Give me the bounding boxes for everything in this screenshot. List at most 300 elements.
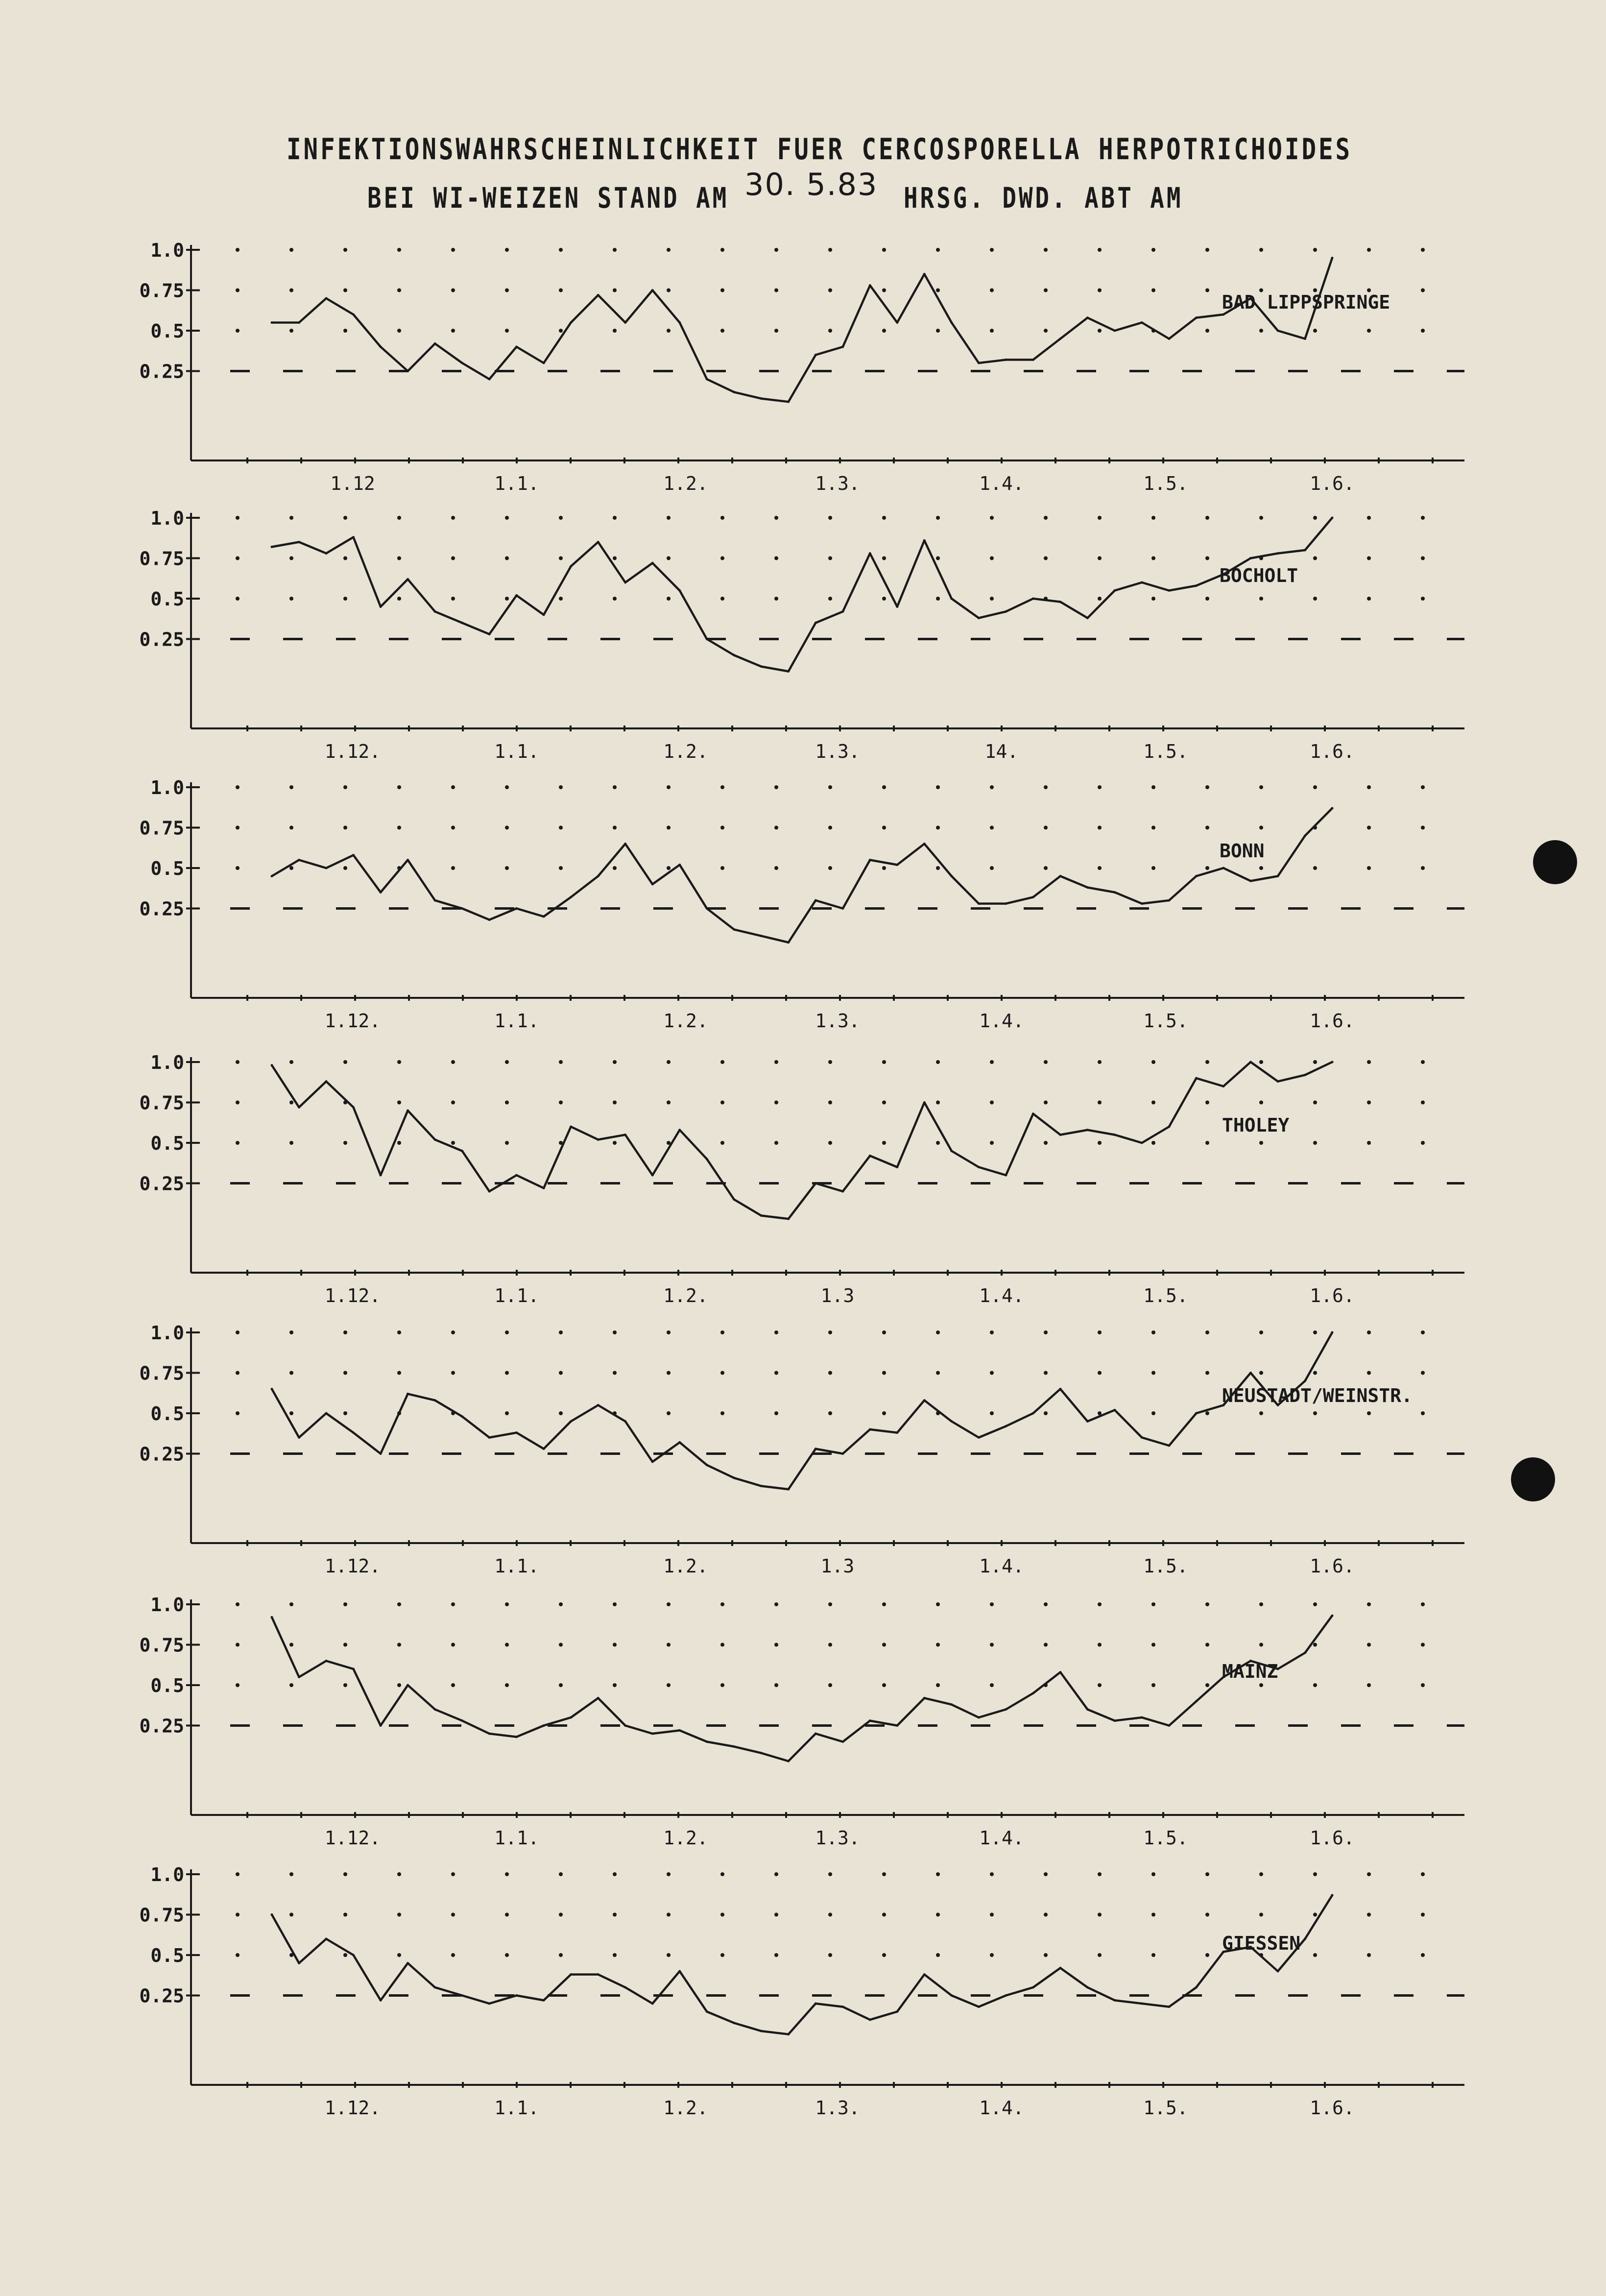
grid-dot <box>828 516 832 520</box>
data-point <box>815 354 817 356</box>
grid-dot <box>1151 1330 1155 1334</box>
grid-dot <box>613 329 617 333</box>
grid-dot <box>1313 1913 1317 1917</box>
data-point <box>1222 867 1224 870</box>
grid-dot <box>936 1643 940 1647</box>
grid-dot <box>613 597 617 601</box>
data-point <box>1304 1938 1306 1940</box>
data-point <box>760 1752 763 1754</box>
grid-dot <box>882 1913 886 1917</box>
grid-dot <box>397 1953 401 1957</box>
data-point <box>1168 1724 1170 1727</box>
grid-dot <box>990 866 994 870</box>
data-point <box>515 594 518 597</box>
grid-dot <box>1259 785 1263 789</box>
data-point <box>869 552 871 555</box>
x-tick-label: 1.2. <box>663 473 708 494</box>
data-point <box>950 1420 953 1423</box>
data-point <box>1168 338 1170 340</box>
data-point <box>434 1138 436 1141</box>
grid-dot <box>936 1141 940 1145</box>
data-point <box>1276 552 1279 555</box>
data-point <box>1331 517 1334 519</box>
data-point <box>380 605 382 608</box>
grid-dot <box>1151 1953 1155 1957</box>
grid-dot <box>451 1913 455 1917</box>
grid-dot <box>1151 785 1155 789</box>
data-point <box>380 1724 382 1727</box>
data-point <box>651 562 654 564</box>
grid-dot <box>1205 1060 1209 1064</box>
grid-dot <box>397 1913 401 1917</box>
data-point <box>1331 257 1334 259</box>
data-point <box>325 1660 328 1662</box>
grid-dot <box>613 866 617 870</box>
data-point <box>733 2022 735 2024</box>
grid-dot <box>397 1602 401 1606</box>
grid-dot <box>1044 785 1048 789</box>
grid-dot <box>236 1872 240 1876</box>
data-point <box>325 552 328 555</box>
data-point <box>1195 1412 1198 1415</box>
data-point <box>325 867 328 870</box>
data-point <box>1331 807 1334 809</box>
data-point <box>1195 1700 1198 1703</box>
grid-dot <box>505 1411 509 1415</box>
grid-dot <box>343 1683 347 1687</box>
data-point <box>434 342 436 345</box>
grid-dot <box>667 289 671 292</box>
data-point <box>1304 338 1306 340</box>
grid-dot <box>613 1141 617 1145</box>
data-point <box>950 1703 953 1706</box>
data-point <box>706 638 708 640</box>
grid-dot <box>774 248 778 252</box>
grid-dot <box>397 1643 401 1647</box>
grid-dot <box>667 1953 671 1957</box>
grid-dot <box>882 1141 886 1145</box>
x-tick-label: 1.6. <box>1310 2097 1355 2119</box>
grid-dot <box>1367 1602 1371 1606</box>
grid-dot <box>289 1101 293 1105</box>
grid-dot <box>451 516 455 520</box>
grid-dot <box>828 826 832 830</box>
grid-dot <box>505 1141 509 1145</box>
grid-dot <box>1098 826 1102 830</box>
data-point <box>380 1999 382 2002</box>
grid-dot <box>720 1411 724 1415</box>
grid-dot <box>1367 1141 1371 1145</box>
grid-dot <box>828 1872 832 1876</box>
grid-dot <box>1098 1872 1102 1876</box>
grid-dot <box>1259 1060 1263 1064</box>
grid-dot <box>343 1872 347 1876</box>
grid-dot <box>667 1913 671 1917</box>
grid-dot <box>1044 1913 1048 1917</box>
grid-dot <box>774 785 778 789</box>
y-tick-label: 0.5 <box>150 1945 184 1966</box>
data-point <box>1059 601 1061 603</box>
data-point <box>1304 835 1306 837</box>
data-point <box>1113 1999 1116 2002</box>
grid-dot <box>882 597 886 601</box>
data-point <box>733 391 735 393</box>
grid-dot <box>882 1330 886 1334</box>
data-point <box>760 2030 763 2032</box>
data-point <box>815 1448 817 1450</box>
data-point <box>1113 1409 1116 1411</box>
grid-dot <box>882 1643 886 1647</box>
grid-dot <box>1044 1330 1048 1334</box>
data-point <box>787 670 790 673</box>
data-point <box>760 1214 763 1217</box>
data-point <box>298 859 300 861</box>
data-point <box>461 1719 463 1722</box>
data-point <box>352 854 355 856</box>
grid-dot <box>720 1060 724 1064</box>
grid-dot <box>936 1913 940 1917</box>
grid-dot <box>1151 1913 1155 1917</box>
station-label: NEUSTADT/WEINSTR. <box>1222 1385 1413 1406</box>
x-tick-label: 1.12. <box>324 1010 381 1032</box>
series-line <box>272 1895 1332 2034</box>
data-point <box>651 2003 654 2005</box>
x-tick-label: 14. <box>984 741 1019 762</box>
grid-dot <box>774 1913 778 1917</box>
data-point <box>733 1477 735 1479</box>
y-tick-label: 0.25 <box>139 361 184 383</box>
grid-dot <box>774 1683 778 1687</box>
grid-dot <box>1098 866 1102 870</box>
grid-dot <box>397 556 401 560</box>
data-point <box>543 362 545 364</box>
subtitle-left: BEI WI-WEIZEN STAND AM <box>367 181 729 215</box>
grid-dot <box>1098 1602 1102 1606</box>
grid-dot <box>1259 1330 1263 1334</box>
data-point <box>733 1745 735 1748</box>
grid-dot <box>451 329 455 333</box>
data-point <box>1195 584 1198 587</box>
handwritten-date: 30. 5.83 <box>744 167 878 202</box>
data-point <box>1086 1129 1089 1131</box>
data-point <box>815 622 817 624</box>
data-point <box>1059 875 1061 877</box>
x-tick-label: 1.3. <box>815 1010 860 1032</box>
data-point <box>896 2010 898 2013</box>
grid-dot <box>1421 1330 1425 1334</box>
grid-dot <box>990 1602 994 1606</box>
data-point <box>978 2006 980 2008</box>
data-point <box>407 1962 409 1964</box>
grid-dot <box>1044 248 1048 252</box>
grid-dot <box>451 785 455 789</box>
grid-dot <box>1313 329 1317 333</box>
data-point <box>1168 2006 1170 2008</box>
data-point <box>407 1684 409 1687</box>
grid-dot <box>990 516 994 520</box>
grid-dot <box>1367 1101 1371 1105</box>
grid-dot <box>720 329 724 333</box>
grid-dot <box>559 1683 563 1687</box>
grid-dot <box>1044 1371 1048 1375</box>
chart-panel <box>139 240 1464 494</box>
grid-dot <box>936 785 940 789</box>
data-point <box>1113 1719 1116 1722</box>
punch-hole-top <box>1533 840 1577 884</box>
grid-dot <box>990 1101 994 1105</box>
grid-dot <box>505 248 509 252</box>
data-point <box>1032 1412 1034 1415</box>
x-tick-label: 1.1. <box>494 741 539 762</box>
grid-dot <box>1421 1141 1425 1145</box>
y-tick-label: 0.75 <box>139 1634 184 1656</box>
grid-dot <box>720 1683 724 1687</box>
data-point <box>1086 617 1089 619</box>
grid-dot <box>505 826 509 830</box>
grid-dot <box>990 1953 994 1957</box>
data-point <box>407 1393 409 1395</box>
data-point <box>570 896 572 898</box>
data-point <box>407 370 409 372</box>
grid-dot <box>667 826 671 830</box>
x-tick-label: 1.6. <box>1310 1285 1355 1306</box>
grid-dot <box>990 1371 994 1375</box>
data-point <box>325 1080 328 1083</box>
x-tick-label: 1.6. <box>1310 473 1355 494</box>
grid-dot <box>289 556 293 560</box>
grid-dot <box>667 597 671 601</box>
grid-dot <box>1044 866 1048 870</box>
y-tick-label: 0.5 <box>150 1675 184 1696</box>
grid-dot <box>343 597 347 601</box>
grid-dot <box>990 1872 994 1876</box>
grid-dot <box>451 826 455 830</box>
grid-dot <box>236 1602 240 1606</box>
data-point <box>1331 1615 1334 1617</box>
grid-dot <box>936 597 940 601</box>
grid-dot <box>1044 329 1048 333</box>
grid-dot <box>1313 785 1317 789</box>
grid-dot <box>1421 556 1425 560</box>
y-tick-label: 1.0 <box>150 1864 184 1885</box>
x-tick-label: 1.2. <box>663 1555 708 1577</box>
data-point <box>543 916 545 918</box>
grid-dot <box>451 1953 455 1957</box>
grid-dot <box>1151 1371 1155 1375</box>
grid-dot <box>1367 826 1371 830</box>
data-point <box>1168 1126 1170 1128</box>
grid-dot <box>936 1872 940 1876</box>
grid-dot <box>1044 1872 1048 1876</box>
grid-dot <box>1098 1141 1102 1145</box>
data-point <box>760 935 763 937</box>
grid-dot <box>1205 1953 1209 1957</box>
data-point <box>298 541 300 543</box>
grid-dot <box>882 516 886 520</box>
grid-dot <box>667 1411 671 1415</box>
grid-dot <box>1205 1101 1209 1105</box>
grid-dot <box>559 1371 563 1375</box>
grid-dot <box>774 1101 778 1105</box>
data-point <box>515 1994 518 1997</box>
grid-dot <box>667 329 671 333</box>
data-point <box>624 1724 626 1727</box>
grid-dot <box>1205 289 1209 292</box>
grid-dot <box>613 516 617 520</box>
data-point <box>841 907 844 910</box>
grid-dot <box>397 597 401 601</box>
grid-dot <box>343 1643 347 1647</box>
grid-dot <box>1205 1371 1209 1375</box>
grid-dot <box>236 1913 240 1917</box>
data-point <box>1005 1708 1007 1711</box>
data-point <box>760 665 763 668</box>
grid-dot <box>559 1411 563 1415</box>
grid-dot <box>828 1060 832 1064</box>
grid-dot <box>720 1913 724 1917</box>
grid-dot <box>613 1101 617 1105</box>
data-point <box>1032 598 1034 600</box>
grid-dot <box>720 866 724 870</box>
x-tick-label: 1.12. <box>324 2097 381 2119</box>
grid-dot <box>990 1141 994 1145</box>
grid-dot <box>1151 826 1155 830</box>
grid-dot <box>1421 1101 1425 1105</box>
x-tick-label: 1.5. <box>1143 2097 1188 2119</box>
data-point <box>950 1994 953 1997</box>
grid-dot <box>613 289 617 292</box>
data-point <box>1141 902 1143 905</box>
grid-dot <box>1205 1872 1209 1876</box>
grid-dot <box>720 785 724 789</box>
grid-dot <box>1098 1683 1102 1687</box>
grid-dot <box>343 556 347 560</box>
data-point <box>869 1428 871 1431</box>
data-point <box>1141 321 1143 324</box>
data-point <box>923 539 926 542</box>
grid-dot <box>828 248 832 252</box>
grid-dot <box>236 1330 240 1334</box>
data-point <box>461 622 463 624</box>
grid-dot <box>505 1913 509 1917</box>
grid-dot <box>828 1371 832 1375</box>
grid-dot <box>1151 289 1155 292</box>
grid-dot <box>1098 329 1102 333</box>
grid-dot <box>505 289 509 292</box>
station-label: GIESSEN <box>1222 1933 1301 1954</box>
grid-dot <box>236 556 240 560</box>
grid-dot <box>936 1602 940 1606</box>
grid-dot <box>882 1602 886 1606</box>
data-point <box>488 918 491 921</box>
y-tick-label: 0.25 <box>139 898 184 920</box>
x-tick-label: 1.4. <box>979 2097 1024 2119</box>
grid-dot <box>1151 1683 1155 1687</box>
grid-dot <box>397 329 401 333</box>
grid-dot <box>936 1101 940 1105</box>
grid-dot <box>1151 1101 1155 1105</box>
data-point <box>515 907 518 910</box>
data-point <box>271 875 273 877</box>
grid-dot <box>774 826 778 830</box>
grid-dot <box>505 597 509 601</box>
grid-dot <box>1421 1913 1425 1917</box>
data-point <box>869 1719 871 1722</box>
series-line <box>272 1062 1332 1219</box>
data-point <box>787 2033 790 2035</box>
data-point <box>271 1616 273 1619</box>
data-point <box>651 1461 654 1463</box>
data-point <box>624 321 626 324</box>
x-tick-label: 1.1. <box>494 1285 539 1306</box>
grid-dot <box>451 1060 455 1064</box>
grid-dot <box>1205 597 1209 601</box>
grid-dot <box>451 1141 455 1145</box>
data-point <box>1331 1331 1334 1334</box>
data-point <box>651 883 654 886</box>
grid-dot <box>1205 785 1209 789</box>
y-tick-label: 1.0 <box>150 1594 184 1616</box>
grid-dot <box>1098 556 1102 560</box>
data-point <box>515 346 518 348</box>
grid-dot <box>1151 556 1155 560</box>
data-point <box>651 1733 654 1735</box>
x-tick-label: 1.5. <box>1143 1010 1188 1032</box>
grid-dot <box>1259 1602 1263 1606</box>
data-point <box>570 1973 572 1976</box>
data-point <box>1086 1420 1089 1423</box>
grid-dot <box>1367 785 1371 789</box>
grid-dot <box>343 1371 347 1375</box>
x-tick-label: 1.2. <box>663 1285 708 1306</box>
data-point <box>923 273 926 275</box>
data-point <box>706 1158 708 1160</box>
data-point <box>678 1441 681 1444</box>
data-point <box>1195 875 1198 877</box>
grid-dot <box>990 597 994 601</box>
grid-dot <box>559 1330 563 1334</box>
grid-dot <box>1421 1602 1425 1606</box>
data-point <box>407 859 409 861</box>
data-point <box>815 899 817 902</box>
data-point <box>978 362 980 364</box>
grid-dot <box>289 866 293 870</box>
grid-dot <box>1259 1913 1263 1917</box>
grid-dot <box>1098 248 1102 252</box>
grid-dot <box>1098 597 1102 601</box>
data-point <box>488 378 491 381</box>
grid-dot <box>828 1602 832 1606</box>
grid-dot <box>1259 1371 1263 1375</box>
data-point <box>298 1106 300 1109</box>
data-point <box>706 2010 708 2013</box>
grid-dot <box>667 1101 671 1105</box>
grid-dot <box>289 289 293 292</box>
grid-dot <box>667 1371 671 1375</box>
grid-dot <box>1421 1371 1425 1375</box>
y-tick-label: 0.5 <box>150 858 184 879</box>
grid-dot <box>990 1330 994 1334</box>
grid-dot <box>559 826 563 830</box>
grid-dot <box>505 1602 509 1606</box>
y-tick-label: 0.75 <box>139 1904 184 1926</box>
data-point <box>1249 557 1252 559</box>
grid-dot <box>559 1060 563 1064</box>
grid-dot <box>559 289 563 292</box>
station-label: BOCHOLT <box>1220 565 1298 586</box>
grid-dot <box>1044 1602 1048 1606</box>
data-point <box>1141 2003 1143 2005</box>
